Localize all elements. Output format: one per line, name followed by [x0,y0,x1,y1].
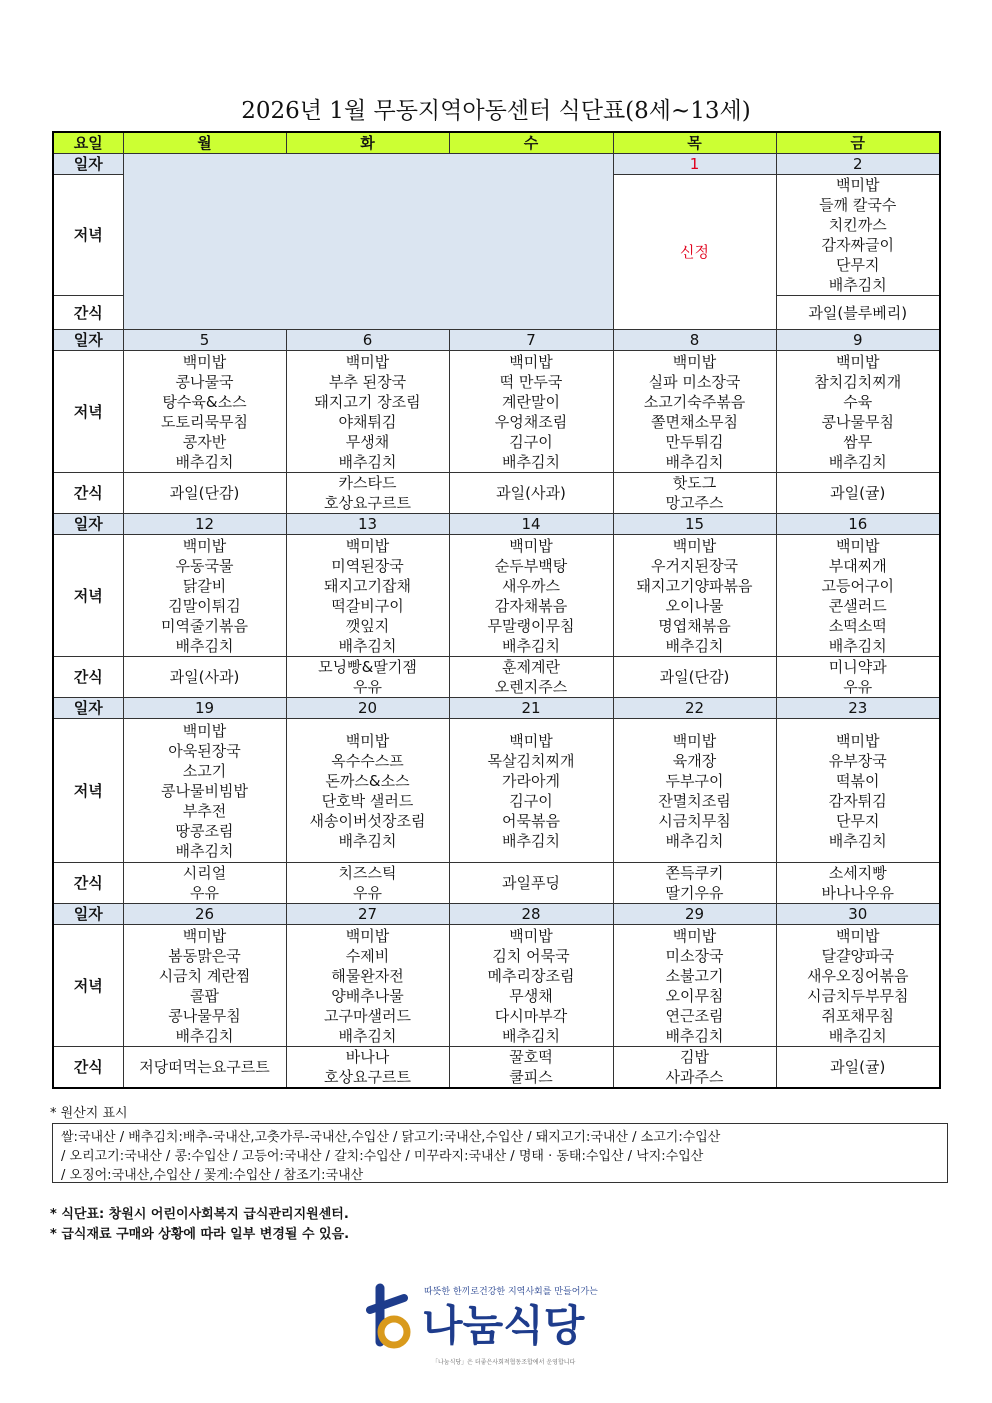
menu-item: 새우까스 [502,576,560,595]
menu-item: 바나나우유 [821,884,894,902]
menu-item: 백미밥 [672,926,717,945]
menu-item: 미역줄기볶음 [161,616,248,635]
dinner-cell [123,535,286,657]
menu-item: 옥수수스프 [331,751,404,770]
menu-item: 백미밥 [836,352,880,371]
menu-item: 우거지된장국 [651,556,738,575]
menu-item: 백미밥 [836,731,880,750]
menu-item: 땅콩조림 [175,821,234,840]
menu-item: 양배추나물 [331,986,404,1005]
menu-item: 배추김치 [502,1026,560,1045]
menu-item: 배추김치 [828,276,887,294]
snack-cell [123,473,286,514]
logo-mark-icon [362,1280,642,1370]
menu-item: 오이무침 [665,986,724,1005]
date-label: 일자 [53,698,123,719]
menu-item: 꿀호떡 [509,1048,553,1066]
menu-item: 훈제계란 [502,658,560,676]
menu-item: 사과주스 [665,1068,724,1086]
date-cell: 7 [449,330,613,351]
logo-name: 나눔식당 [422,1301,585,1350]
dinner-cell [613,535,776,657]
menu-item: 고구마샐러드 [324,1006,411,1025]
date-row [53,514,940,535]
dinner-label: 저녁 [53,719,123,863]
menu-item: 단호박 샐러드 [321,791,414,810]
snack-label: 간식 [53,296,123,330]
dinner-cell [449,925,613,1047]
menu-item: 미역된장국 [331,556,404,575]
origin-box [52,1123,948,1183]
date-cell: 30 [776,904,940,925]
date-label: 일자 [53,330,123,351]
date-label: 일자 [53,154,123,175]
menu-item: 배추김치 [828,636,887,655]
date-cell: 12 [123,514,286,535]
date-row [53,698,940,719]
date-cell: 22 [613,698,776,719]
menu-item: 돼지고기잡채 [324,576,411,595]
menu-item: 과일(단감) [169,484,240,502]
dinner-cell [776,535,940,657]
menu-item: 배추김치 [338,1026,397,1045]
dinner-cell [449,719,613,863]
snack-cell [613,863,776,904]
menu-item: 미니약과 [828,658,887,676]
snack-cell [776,1047,940,1089]
menu-item: 백미밥 [509,536,553,555]
menu-item: 우엉채조림 [494,412,568,431]
menu-item: 육개장 [672,751,717,770]
menu-item: 야채튀김 [338,412,397,431]
menu-item: 콩나물무침 [168,1006,241,1025]
menu-item: 부추 된장국 [328,372,407,391]
logo-tagline: 따뜻한 한끼로건강한 지역사회를 만들어가는 [424,1287,598,1297]
snack-row [53,863,940,904]
menu-item: 과일(귤) [830,1058,886,1076]
dinner-label: 저녁 [53,535,123,657]
menu-item: 백미밥 [836,536,880,555]
menu-item: 백미밥 [182,926,227,945]
menu-item: 봄동맑은국 [168,946,241,965]
change-note: * 급식재료 구매와 상황에 따라 일부 변경될 수 있음. [50,1227,350,1242]
snack-cell [286,863,449,904]
menu-item: 목살김치찌개 [487,751,575,770]
dinner-row [53,925,940,1047]
menu-item: 우동국물 [175,556,234,575]
date-cell: 13 [286,514,449,535]
menu-item: 수제비 [345,946,390,965]
snack-row [53,473,940,514]
origin-line: / 오리고기:국내산 / 콩:수입산 / 고등어:국내산 / 갈치:수입산 / 미꾸라지:국내산 / 명태 · 동태:수입산 / 낙지:수입산 [61,1149,704,1164]
menu-item: 백미밥 [182,352,227,371]
empty-days-block [123,154,613,330]
header-day: 월 [123,132,286,154]
date-label: 일자 [53,514,123,535]
menu-item: 미소장국 [665,946,724,965]
menu-item: 백미밥 [509,926,553,945]
date-row [53,330,940,351]
snack-cell [286,473,449,514]
snack-cell [449,863,613,904]
menu-item: 김말이튀김 [168,596,241,615]
page-title: 2026년 1월 무동지역아동센터 식단표(8세~13세) [241,98,751,124]
menu-item: 배추김치 [665,1026,724,1045]
menu-item: 시금치두부무침 [807,986,909,1005]
menu-item: 돼지고기 장조림 [314,392,421,411]
snack-row [53,657,940,698]
snack-cell [449,657,613,698]
menu-item: 백미밥 [182,536,227,555]
menu-item: 배추김치 [338,452,397,471]
menu-item: 쫄면채소무침 [651,412,738,431]
menu-item: 소고기 [182,761,227,780]
menu-item: 배추김치 [175,636,234,655]
menu-item: 호상요구르트 [324,494,411,512]
dinner-cell [286,535,449,657]
menu-item: 새송이버섯장조림 [309,811,426,830]
menu-item: 메추리장조림 [487,966,575,985]
snack-cell [613,657,776,698]
date-cell: 20 [286,698,449,719]
menu-item: 백미밥 [836,926,880,945]
snack-cell [449,473,613,514]
origin-title: * 원산지 표시 [50,1106,128,1121]
date-cell: 8 [613,330,776,351]
menu-item: 어묵볶음 [502,811,560,830]
snack-cell [123,1047,286,1089]
dinner-cell [286,925,449,1047]
snack-cell [776,863,940,904]
date-row [53,904,940,925]
menu-item: 단무지 [836,811,880,830]
snack-cell [613,1047,776,1089]
dinner-cell [776,175,940,296]
menu-item: 김구이 [509,432,553,451]
menu-item: 참치김치찌개 [814,372,902,391]
menu-item: 배추김치 [665,452,724,471]
menu-item: 만두튀김 [665,432,724,451]
menu-item: 과일(사과) [496,484,566,502]
menu-item: 김치 어묵국 [492,946,570,965]
dinner-cell [123,925,286,1047]
menu-item: 소떡소떡 [828,616,887,635]
header-day: 수 [449,132,613,154]
menu-item: 소고기숙주볶음 [643,392,746,411]
menu-item: 돼지고기양파볶음 [636,576,753,595]
dinner-cell [123,719,286,863]
date-label: 일자 [53,904,123,925]
menu-item: 시리얼 [182,864,227,882]
menu-item: 감자채볶음 [494,596,568,615]
menu-item: 콩나물국 [175,372,234,391]
dinner-cell [776,351,940,473]
menu-item: 배추김치 [502,636,560,655]
menu-item: 떡볶이 [836,771,880,790]
dinner-cell [613,351,776,473]
menu-item: 백미밥 [672,536,717,555]
dinner-label: 저녁 [53,925,123,1047]
menu-item: 소불고기 [665,966,724,985]
date-cell: 2 [776,154,940,175]
date-cell: 9 [776,330,940,351]
menu-item: 시금치무침 [658,811,731,830]
dinner-row [53,535,940,657]
snack-label: 간식 [53,473,123,514]
menu-item: 우유 [843,678,873,696]
nanum-logo [362,1280,642,1370]
menu-item: 저당떠먹는요구르트 [139,1058,270,1076]
header-day: 화 [286,132,449,154]
logo-footer: 「나눔식당」은 더좋은사회적협동조합에서 운영합니다 [432,1359,576,1366]
date-cell: 1 [613,154,776,175]
date-cell: 21 [449,698,613,719]
date-cell: 26 [123,904,286,925]
snack-label: 간식 [53,1047,123,1089]
menu-item: 돈까스&소스 [325,771,410,790]
menu-item: 김구이 [509,791,553,810]
menu-item: 배추김치 [502,452,560,471]
snack-cell [123,657,286,698]
menu-item: 배추김치 [175,1026,234,1045]
menu-item: 배추김치 [175,841,234,860]
menu-item: 호상요구르트 [324,1068,411,1086]
dinner-cell [286,719,449,863]
menu-item: 치킨까스 [828,216,887,234]
menu-item: 연근조림 [665,1006,724,1025]
menu-item: 백미밥 [345,352,390,371]
weekday-header-row [53,132,940,154]
snack-cell [776,657,940,698]
snack-label: 간식 [53,863,123,904]
date-cell: 28 [449,904,613,925]
menu-item: 떡 만두국 [499,372,563,391]
menu-item: 치즈스틱 [338,864,397,882]
menu-item: 과일(블루베리) [808,303,908,322]
menu-item: 두부구이 [665,771,724,790]
menu-item: 무생채 [345,432,390,451]
snack-cell [776,296,940,330]
origin-line: 쌀:국내산 / 배추김치:배추-국내산,고춧가루-국내산,수입산 / 닭고기:국내산,수입산 / 돼지고기:국내산 / 소고기:수입산 [61,1130,721,1145]
date-cell: 15 [613,514,776,535]
dinner-cell [449,351,613,473]
menu-item: 쿨피스 [509,1068,553,1086]
menu-item: 고등어구이 [821,576,894,595]
menu-item: 명엽채볶음 [658,616,731,635]
origin-line: / 오징어:국내산,수입산 / 꽃게:수입산 / 참조기:국내산 [61,1168,364,1183]
menu-item: 쫀득쿠키 [665,864,724,882]
menu-item: 백미밥 [509,352,553,371]
dinner-row [53,351,940,473]
menu-item: 탕수육&소스 [162,392,247,411]
menu-item: 배추김치 [665,831,724,850]
menu-item: 콘샐러드 [828,596,887,615]
snack-cell [776,473,940,514]
menu-item: 닭갈비 [182,576,227,595]
menu-item: 유부장국 [828,751,887,770]
menu-item: 쌈무 [843,432,873,451]
menu-item: 시금치 계란찜 [158,966,251,985]
menu-item: 달걀양파국 [821,946,894,965]
menu-item: 망고주스 [665,494,724,512]
menu-item: 잔멸치조림 [658,791,731,810]
menu-item: 백미밥 [509,731,553,750]
menu-item: 우유 [190,884,219,902]
header-label: 요일 [53,132,123,154]
dinner-cell [123,351,286,473]
menu-item: 백미밥 [345,926,390,945]
menu-item: 모닝빵&딸기잼 [318,658,417,676]
menu-item: 백미밥 [672,731,717,750]
header-day: 목 [613,132,776,154]
snack-cell [286,657,449,698]
menu-item: 오이나물 [665,596,724,615]
menu-item: 배추김치 [338,831,397,850]
snack-label: 간식 [53,657,123,698]
menu-item: 바나나 [345,1048,390,1066]
dinner-cell [613,175,776,330]
menu-item: 김밥 [680,1048,709,1066]
menu-item: 깻잎지 [345,616,390,635]
menu-item: 도토리묵무침 [161,412,248,431]
menu-item: 배추김치 [828,452,887,471]
dinner-label: 저녁 [53,351,123,473]
menu-item: 콩나물무침 [821,412,894,431]
menu-item: 무생채 [509,986,553,1005]
menu-item: 감자튀김 [828,791,887,810]
snack-cell [286,1047,449,1089]
dinner-cell [613,719,776,863]
menu-item: 가라아게 [502,771,560,790]
date-row [53,154,940,175]
menu-item: 단무지 [836,256,880,274]
menu-item: 배추김치 [175,452,234,471]
menu-item: 백미밥 [672,352,717,371]
menu-item: 배추김치 [828,1026,887,1045]
menu-item: 과일(사과) [169,668,240,686]
menu-item: 부추전 [182,801,227,820]
menu-item: 딸기우유 [665,884,724,902]
date-cell: 27 [286,904,449,925]
snack-cell [613,473,776,514]
menu-item: 소세지빵 [828,864,887,882]
menu-item: 백미밥 [345,536,390,555]
menu-item: 콩자반 [182,432,227,451]
meal-table [52,131,941,1089]
menu-item: 카스타드 [338,474,397,492]
menu-item: 수육 [843,392,873,411]
menu-item: 신정 [680,243,709,261]
menu-item: 배추김치 [338,636,397,655]
menu-item: 부대찌개 [828,556,887,575]
snack-row [53,1047,940,1089]
menu-item: 콩나물비빔밥 [161,781,248,800]
date-cell: 19 [123,698,286,719]
menu-item: 아욱된장국 [168,741,241,760]
menu-item: 과일(단감) [659,668,730,686]
dinner-cell [449,535,613,657]
menu-item: 배추김치 [665,636,724,655]
menu-item: 핫도그 [672,474,717,492]
dinner-cell [286,351,449,473]
menu-item: 과일(귤) [830,484,886,502]
date-cell: 6 [286,330,449,351]
menu-item: 우유 [353,678,382,696]
menu-item: 감자짜글이 [821,236,894,254]
menu-item: 실파 미소장국 [648,372,741,391]
menu-item: 쥐포채무침 [821,1006,894,1025]
header-day: 금 [776,132,940,154]
dinner-row [53,719,940,863]
snack-cell [123,863,286,904]
date-cell: 14 [449,514,613,535]
menu-item: 다시마부각 [494,1006,568,1025]
menu-source-note: * 식단표: 창원시 어린이사회복지 급식관리지원센터. [50,1207,349,1222]
date-cell: 23 [776,698,940,719]
date-cell: 5 [123,330,286,351]
menu-item: 계란말이 [502,392,560,411]
dinner-cell [776,925,940,1047]
menu-item: 오렌지주스 [494,678,568,696]
menu-item: 배추김치 [502,831,560,850]
menu-item: 해물완자전 [331,966,404,985]
dinner-label: 저녁 [53,175,123,296]
menu-item: 백미밥 [345,731,390,750]
menu-item: 우유 [353,884,382,902]
date-cell: 29 [613,904,776,925]
menu-item: 백미밥 [182,721,227,740]
menu-item: 백미밥 [836,176,880,194]
menu-item: 과일푸딩 [502,874,560,892]
menu-item: 무말랭이무침 [487,616,575,635]
dinner-cell [776,719,940,863]
menu-item: 들깨 칼국수 [819,196,897,214]
menu-item: 떡갈비구이 [331,596,404,615]
dinner-cell [613,925,776,1047]
menu-item: 새우오징어볶음 [807,966,909,985]
date-cell: 16 [776,514,940,535]
menu-item: 콜팝 [190,986,219,1005]
menu-item: 배추김치 [828,831,887,850]
snack-cell [449,1047,613,1089]
menu-item: 순두부백탕 [494,556,568,575]
